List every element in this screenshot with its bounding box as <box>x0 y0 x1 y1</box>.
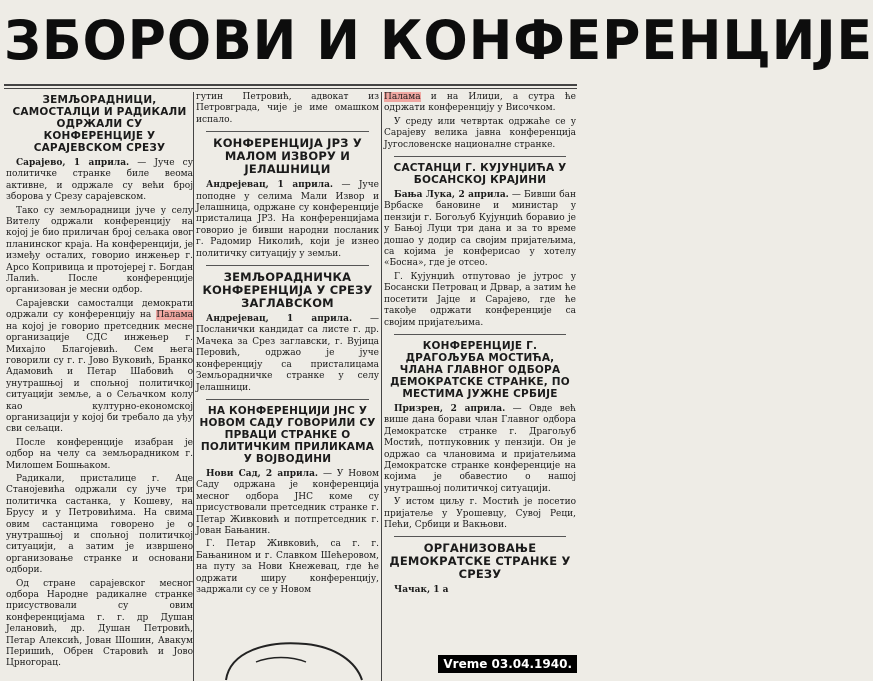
article-paragraph: После конференције изабран је одбор на челу са земљорадником г. Милошем Бошњаком. <box>6 437 193 471</box>
sketch-outline <box>226 643 362 680</box>
article-paragraph <box>384 585 576 596</box>
article-paragraph <box>384 404 576 495</box>
sketch-detail <box>256 658 306 663</box>
dateline: Нови Сад, 2 априла. <box>206 468 319 479</box>
paragraph-text: — Овде већ више дана борави члан Главног одбора Демократске странке г. Драгољуб Мостић, потпуковник у пензији. Он је одржао са члановима и пријатељима Демократске странке конференције на којима је обавестио о нашој унутрашњој политичкој ситуацији. <box>384 403 576 494</box>
article-paragraph: Г. Петар Живковић, са г. г. Бањанином и г. Славком Шећеровом, на путу за Нови Кнежевац, где ће одржати ширу конференцију, задржали су се у Новом <box>196 539 379 595</box>
article-separator <box>206 265 369 266</box>
paragraph-text: — Јуче поподне у селима Мали Извор и Јелашница, одржане су конференције присталица ЈРЗ. На конференцијама говорио је бивши народни посланик г. Радомир Николић, који је изнео политичку ситуацију у земљи. <box>196 180 380 259</box>
sketch-illustration <box>196 622 376 681</box>
dateline: Андрејевац, 1 априла. <box>206 180 334 191</box>
article-paragraph <box>384 92 576 115</box>
paragraph-text: на којој је говорио претседник месне организације СДС инжењер г. Михајло Благојевић. Сем њега говорили су г. г. Јово Вуковић, Бранко Адамовић и Петар Шабовић о унутрашњој и спољној политичкој ситуацији земље, а о Сељачком колу као културно-економској организацији у којој би требало да уђу сви сељаци. <box>6 321 193 435</box>
article-paragraph: Радикали, присталице г. Аце Станојевића одржали су јуче три политичка састанка, у Кошеву, на Брусу и у Петровићима. На свима овим састанцима говорено је о унутрашњој и спољној политичкој ситуацији, а затим је извршено организовање странке и основани одбори. <box>6 473 193 576</box>
article-paragraph <box>196 314 379 394</box>
article-paragraph: Тако су земљорадници јуче у селу Вителу одржали конференцију на којој је био приличан број сељака овог планинског краја. На конференцији, је између осталих, говорио инжењер г. Арсо Копривица и протојереј г. Богдан Лалић. После конференције организован је месни одбор. <box>6 205 193 296</box>
dateline: Сарајево, 1 априла. <box>16 158 130 168</box>
article-paragraph: гутин Петровић, адвокат из Петровграда, чије је име омашком испало. <box>196 92 379 125</box>
article-separator <box>206 131 369 132</box>
highlighted-word: Палама <box>384 92 421 102</box>
article-headline: КОНФЕРЕНЦИЈЕ Г. ДРАГОЉУБА МОСТИЋА, ЧЛАНА ГЛАВНОГ ОДБОРА ДЕМОКРАТСКЕ СТРАНКЕ, ПО МЕСТИМА ЈУЖНЕ СРБИЈЕ <box>390 339 570 400</box>
dateline: Андрејевац, 1 априла. <box>206 314 353 325</box>
paragraph-text: — У Новом Саду одржана је конференција месног одбора ЈНС коме су присуствовали претседник странке г. Петар Живковић и потпретседник г. Јован Бањанин. <box>196 468 380 536</box>
article-headline: САСТАНЦИ Г. КУЈУНЏИЋА У БОСАНСКОЈ КРАЈИНИ <box>393 162 567 187</box>
column-3 <box>384 92 576 681</box>
article-headline: КОНФЕРЕНЦИЈА ЈРЗ У МАЛОМ ИЗВОРУ И ЈЕЛАШНИЦИ <box>213 136 362 177</box>
column-1 <box>6 92 193 681</box>
article-separator <box>394 156 566 157</box>
article-paragraph <box>6 158 193 204</box>
column-divider <box>193 92 194 681</box>
article-paragraph: У истом циљу г. Мостић је посетио пријатеље у Урошевцу, Сувој Реци, Пећи, Србици и Вакњови. <box>384 497 576 530</box>
masthead-rule-thin <box>4 88 577 89</box>
article-separator <box>206 399 369 400</box>
paragraph-text: — Бивши бан Врбаске бановине и министар у пензији г. Богољуб Кујунџић боравио је у Бањој Луци три дана и за то време дошао у додир са својим пријатељима, са којима је конферисао у хотелу «Босна», где је отсео. <box>384 190 576 269</box>
article-paragraph <box>196 469 379 537</box>
article-paragraph <box>196 180 379 260</box>
highlighted-word: Палама <box>156 310 193 321</box>
dateline: Призрен, 2 априла. <box>394 403 506 414</box>
article-paragraph: У среду или четвртак одржаће се у Сарајеву велика јавна конференција Југословенске националне странке. <box>384 116 576 150</box>
dateline: Бања Лука, 2 априла. <box>394 190 509 201</box>
paragraph-text: Сарајевски самосталци демократи одржали су конференцију на <box>6 298 193 321</box>
article-paragraph: Од стране сарајевског месног одбора Народне радикалне странке присуствовали су овим конференцијама г. г. др Душан Јелановић, др. Душан Петровић, Петар Алексић, Јован Шошин, Авакум Перишић, Обрен Старовић и Јово Црногорац. <box>6 578 193 669</box>
column-2 <box>196 92 379 681</box>
article-separator <box>394 334 566 335</box>
masthead-rule <box>4 84 577 86</box>
masthead-title: ЗБОРОВИ И КОНФЕРЕНЦИЈЕ <box>4 9 873 73</box>
paragraph-text: — Јуче су политичке странке биле веома активне, и одржале су већи број зборова у Срезу сарајевском. <box>6 158 193 203</box>
article-separator <box>394 536 566 537</box>
article-headline: ОРГАНИЗОВАЊЕ ДЕМОКРАТСКЕ СТРАНКЕ У СРЕЗУ <box>389 541 571 582</box>
article-headline: ЗЕМЉОРАДНИЧКА КОНФЕРЕНЦИЈА У СРЕЗУ ЗАГЛАВСКОМ <box>202 270 373 311</box>
article-paragraph: Г. Кујунџић отпутовао је јутрос у Босански Петровац и Дрвар, а затим ће посетити Јајце и Сарајево, где ће такође одржати конференције са својим пријатељима. <box>384 271 576 328</box>
source-date-stamp: Vreme 03.04.1940. <box>438 655 577 673</box>
dateline: Чачак, 1 а <box>394 585 449 596</box>
article-paragraph <box>384 190 576 270</box>
paragraph-text: — Посланички кандидат са листе г. др. Мачека за Срез заглавски, г. Вујица Перовић, одржао је јуче конференцију са присталицама Земљорадничке странке у селу Јелашници. <box>196 314 379 393</box>
article-paragraph <box>6 299 193 436</box>
article-headline: НА КОНФЕРЕНЦИЈИ ЈНС У НОВОМ САДУ ГОВОРИЛИ СУ ПРВАЦИ СТРАНКЕ О ПОЛИТИЧКИМ ПРИЛИКАМА У ВОЈВОДИНИ <box>199 404 376 465</box>
column-divider <box>381 92 382 681</box>
article-headline: ЗЕМЉОРАДНИЦИ, САМОСТАЛЦИ И РАДИКАЛИ ОДРЖАЛИ СУ КОНФЕРЕНЦИЈЕ У САРАЈЕВСКОМ СРЕЗУ <box>12 94 187 154</box>
paragraph-text: и на Илиџи, а сутра ће одржати конференцију у Височком. <box>384 92 576 114</box>
